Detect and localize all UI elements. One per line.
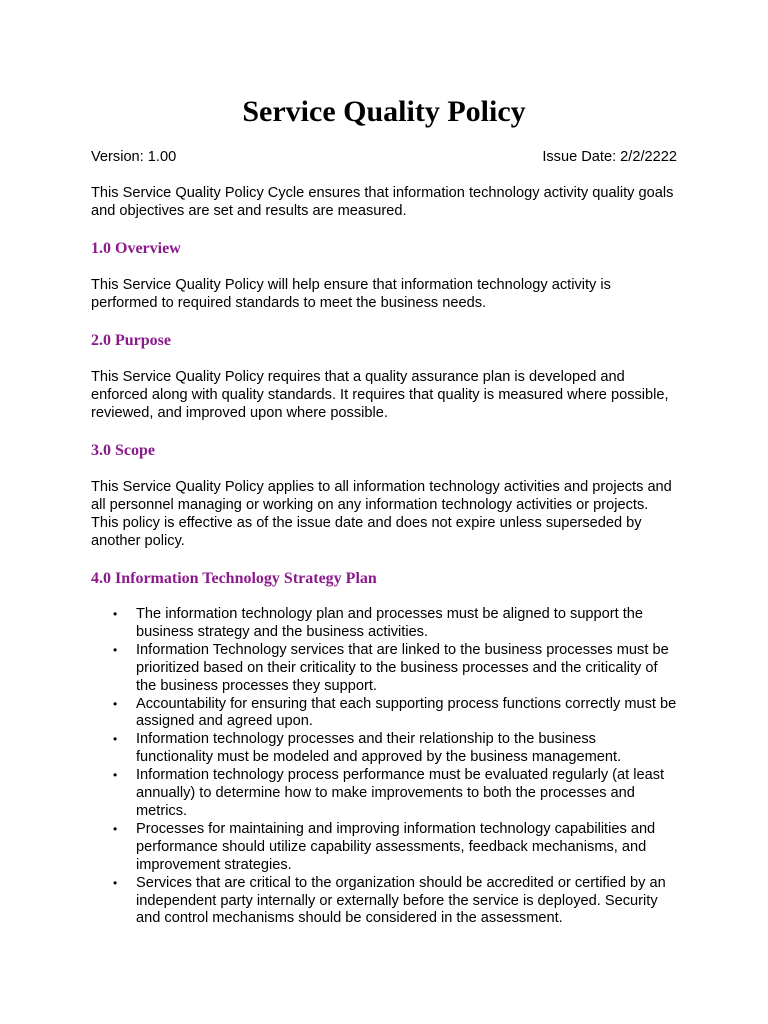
section-body-purpose: This Service Quality Policy requires that a quality assurance plan is developed and enforced along with quality standards. It requires that quality is measured where possible, reviewed, and improved upon where possible. [91, 369, 669, 421]
list-item [91, 606, 677, 642]
list-item-text: The information technology plan and processes must be aligned to support the business strategy and the business activities. [136, 606, 644, 640]
section-body-overview: This Service Quality Policy will help ensure that information technology activity is performed to required standards to meet the business needs. [91, 277, 611, 311]
list-item-text: Information technology processes and their relationship to the business functionality must be modeled and approved by the business management. [136, 731, 622, 766]
list-item [91, 731, 677, 767]
section-heading-scope: 3.0 Scope [91, 442, 155, 459]
bullet-icon: • [113, 732, 118, 747]
it-strategy-bullet-list [91, 606, 677, 928]
bullet-icon: • [113, 768, 118, 783]
bullet-icon: • [113, 821, 118, 836]
section-body-scope: This Service Quality Policy applies to all information technology activities and projects and all personnel managing or working on any information technology activities or projects. This policy is effective as of the issue date and does not expire unless superseded by another policy. [91, 479, 672, 549]
list-item-text: Information Technology services that are linked to the business processes must be prioritized based on their criticality to the business processes and the criticality of the business processes they support. [136, 641, 669, 694]
list-item [91, 696, 677, 732]
intro-paragraph: This Service Quality Policy Cycle ensures that information technology activity quality goals and objectives are set and results are measured. [91, 185, 674, 219]
section-heading-purpose: 2.0 Purpose [91, 332, 171, 349]
section-heading-it-strategy-plan: 4.0 Information Technology Strategy Plan [91, 570, 377, 587]
list-item [91, 821, 677, 875]
list-item-text: Processes for maintaining and improving information technology capabilities and performance should utilize capability assessments, feedback mechanisms, and improvement strategies. [136, 820, 656, 873]
bullet-icon: • [113, 642, 118, 657]
document-meta [91, 148, 677, 166]
list-item [91, 767, 677, 821]
list-item-text: Accountability for ensuring that each supporting process functions correctly must be assigned and agreed upon. [136, 695, 677, 730]
bullet-icon: • [113, 875, 118, 890]
list-item-text: Information technology process performance must be evaluated regularly (at least annually) to determine how to make improvements to both the processes and metrics. [136, 767, 665, 819]
document-title: Service Quality Policy [242, 95, 526, 128]
version-label: Version: 1.00 [91, 149, 177, 165]
list-item [91, 642, 677, 696]
list-item [91, 875, 677, 929]
list-item-text: Services that are critical to the organization should be accredited or certified by an independent party internally or externally before the service is deployed. Security and control mechanisms should be considered in the assessment. [136, 874, 666, 927]
bullet-icon: • [113, 607, 118, 621]
issue-date-label: Issue Date: 2/2/2222 [542, 149, 677, 165]
section-heading-overview: 1.0 Overview [91, 240, 181, 257]
bullet-icon: • [113, 696, 118, 711]
